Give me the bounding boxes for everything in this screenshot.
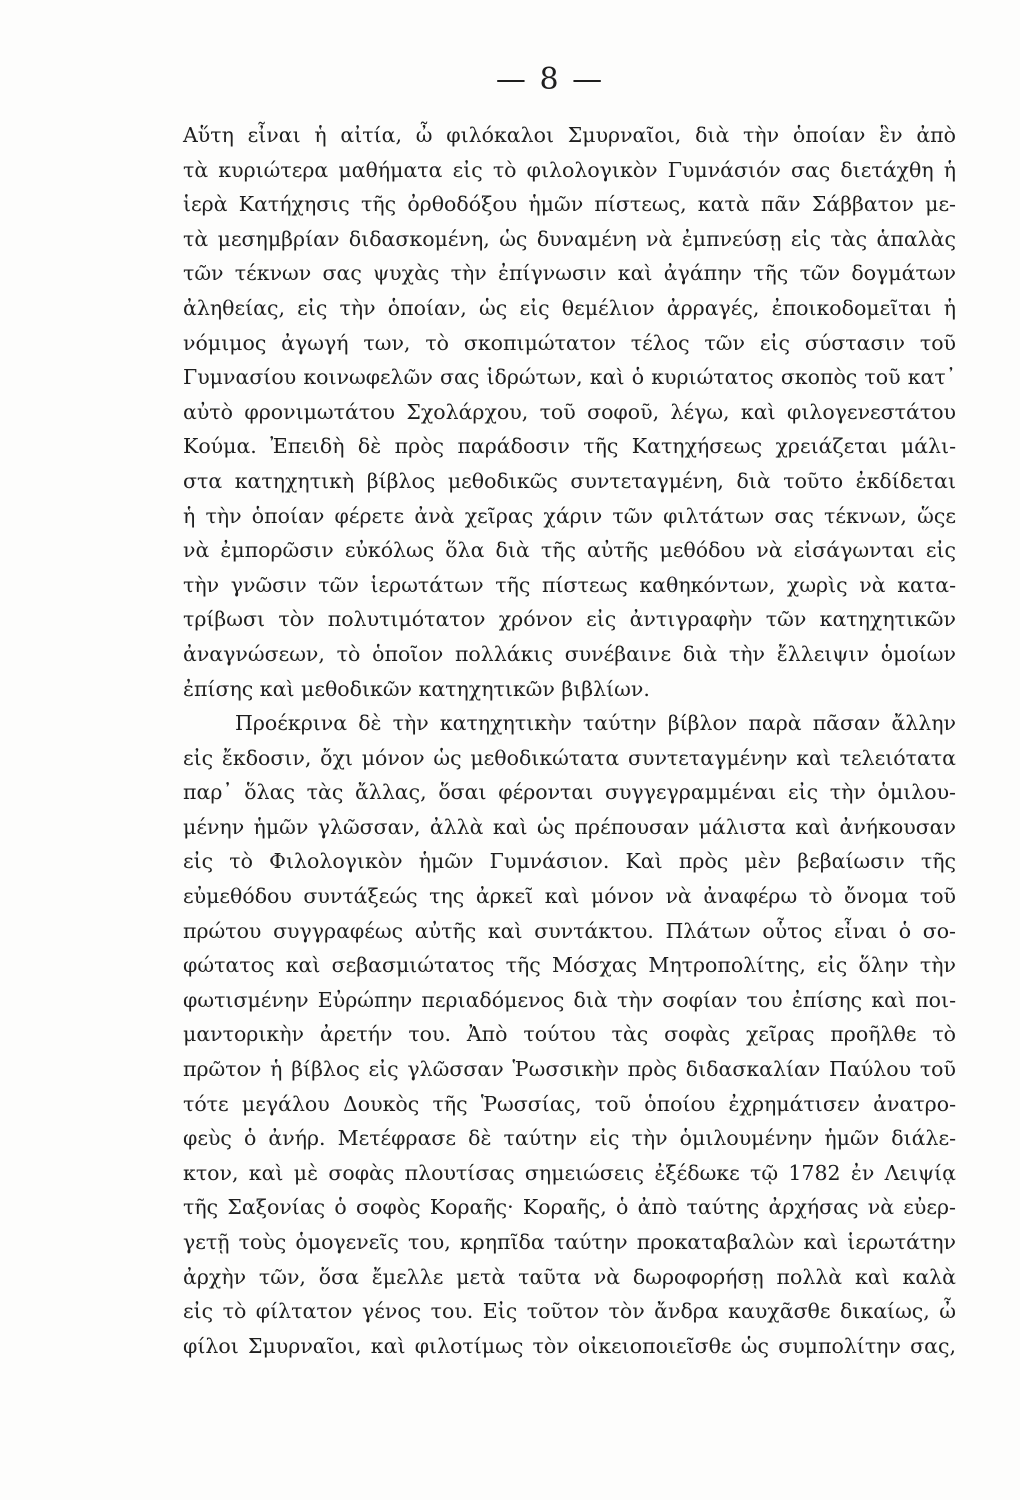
text-line: Γυμνασίου κοινωφελῶν σας ἱδρώτων, καὶ ὁ κυριώτατος σκοπὸς τοῦ κατ᾽ xyxy=(183,365,956,390)
body-text xyxy=(183,118,956,1363)
text-line: ἱερὰ Κατήχησις τῆς ὀρθοδόξου ἡμῶν πίστεως, κατὰ πᾶν Σάββατον με- xyxy=(183,192,956,217)
text-line: τὰ κυριώτερα μαθήματα εἰς τὸ φιλολογικὸν Γυμνάσιόν σας διετάχθη ἡ xyxy=(183,157,956,182)
text-line: ἀναγνώσεων, τὸ ὁποῖον πολλάκις συνέβαινε διὰ τὴν ἔλλειψιν ὁμοίων xyxy=(183,641,956,666)
text-line: Αὕτη εἶναι ἡ αἰτία, ὦ φιλόκαλοι Σμυρναῖοι, διὰ τὴν ὁποίαν ἓν ἀπὸ xyxy=(183,123,956,147)
text-line: πρώτου συγγραφέως αὐτῆς καὶ συντάκτου. Πλάτων οὗτος εἶναι ὁ σο- xyxy=(183,918,956,943)
text-line: νόμιμος ἀγωγή των, τὸ σκοπιμώτατον τέλος τῶν εἰς σύστασιν τοῦ xyxy=(183,330,956,355)
text-line: ἀληθείας, εἰς τὴν ὁποίαν, ὡς εἰς θεμέλιον ἀρραγές, ἐποικοδομεῖται ἡ xyxy=(183,295,956,320)
text-line: Κούμα. Ἐπειδὴ δὲ πρὸς παράδοσιν τῆς Κατηχήσεως χρειάζεται μάλι- xyxy=(183,434,956,459)
text-line: φώτατος καὶ σεβασμιώτατος τῆς Μόσχας Μητροπολίτης, εἰς ὅλην τὴν xyxy=(183,953,956,978)
text-line: μένην ἡμῶν γλῶσσαν, ἀλλὰ καὶ ὡς πρέπουσαν μάλιστα καὶ ἀνήκουσαν xyxy=(183,814,956,839)
text-line: φεὺς ὁ ἀνήρ. Μετέφρασε δὲ ταύτην εἰς τὴν ὁμιλουμένην ἡμῶν διάλε- xyxy=(183,1126,956,1151)
text-line: τὰ μεσημβρίαν διδασκομένη, ὡς δυναμένη νὰ ἐμπνεύσῃ εἰς τὰς ἁπαλὰς xyxy=(183,226,956,251)
text-line: αὐτὸ φρονιμωτάτου Σχολάρχου, τοῦ σοφοῦ, λέγω, καὶ φιλογενεστάτου xyxy=(183,399,956,424)
text-line: πρῶτον ἡ βίβλος εἰς γλῶσσαν Ῥωσσικὴν πρὸς διδασκαλίαν Παύλου τοῦ xyxy=(183,1057,956,1082)
text-line: εἰς τὸ Φιλολογικὸν ἡμῶν Γυμνάσιον. Καὶ πρὸς μὲν βεβαίωσιν τῆς xyxy=(183,849,956,874)
text-line: τῆς Σαξονίας ὁ σοφὸς Κοραῆς· Κοραῆς, ὁ ἀπὸ ταύτης ἀρχήσας νὰ εὐερ- xyxy=(183,1195,956,1220)
text-line: εὐμεθόδου συντάξεώς της ἀρκεῖ καὶ μόνον νὰ ἀναφέρω τὸ ὄνομα τοῦ xyxy=(183,884,956,909)
text-line: ἀρχὴν τῶν, ὅσα ἔμελλε μετὰ ταῦτα νὰ δωροφορήσῃ πολλὰ καὶ καλὰ xyxy=(183,1264,956,1289)
text-line: εἰς τὸ φίλτατον γένος του. Εἰς τοῦτον τὸν ἄνδρα καυχᾶσθε δικαίως, ὦ xyxy=(183,1299,956,1324)
paragraph xyxy=(183,706,956,1363)
text-line: φωτισμένην Εὐρώπην περιαδόμενος διὰ τὴν σοφίαν του ἐπίσης καὶ ποι- xyxy=(183,987,956,1012)
text-line: φίλοι Σμυρναῖοι, καὶ φιλοτίμως τὸν οἰκειοποιεῖσθε ὡς συμπολίτην σας, xyxy=(183,1333,956,1358)
text-line: ἡ τὴν ὁποίαν φέρετε ἀνὰ χεῖρας χάριν τῶν φιλτάτων σας τέκνων, ὥςε xyxy=(183,503,956,528)
text-line: γετῇ τοὺς ὁμογενεῖς του, κρηπῖδα ταύτην προκαταβαλὼν καὶ ἱερωτάτην xyxy=(183,1230,956,1254)
text-line: τῶν τέκνων σας ψυχὰς τὴν ἐπίγνωσιν καὶ ἀγάπην τῆς τῶν δογμάτων xyxy=(183,261,956,286)
text-line: κτον, καὶ μὲ σοφὰς πλουτίσας σημειώσεις ἐξέδωκε τῷ 1782 ἐν Λειψίᾳ xyxy=(183,1160,956,1185)
text-line: τότε μεγάλου Δουκὸς τῆς Ῥωσσίας, τοῦ ὁποίου ἐχρημάτισεν ἀνατρο- xyxy=(183,1091,956,1116)
text-line: τρίβωσι τὸν πολυτιμότατον χρόνον εἰς ἀντιγραφὴν τῶν κατηχητικῶν xyxy=(183,607,956,632)
text-line: στα κατηχητικὴ βίβλος μεθοδικῶς συντεταγμένη, διὰ τοῦτο ἐκδίδεται xyxy=(183,468,956,493)
text-line: εἰς ἔκδοσιν, ὄχι μόνον ὡς μεθοδικώτατα συντεταγμένην καὶ τελειότατα xyxy=(183,745,956,770)
text-line: μαντορικὴν ἀρετήν του. Ἀπὸ τούτου τὰς σοφὰς χεῖρας προῆλθε τὸ xyxy=(183,1022,956,1047)
text-line: παρ᾽ ὅλας τὰς ἄλλας, ὅσαι φέρονται συγγεγραμμέναι εἰς τὴν ὁμιλου- xyxy=(183,780,956,805)
paragraph xyxy=(183,118,956,706)
text-line: τὴν γνῶσιν τῶν ἱερωτάτων τῆς πίστεως καθηκόντων, χωρὶς νὰ κατα- xyxy=(183,572,956,597)
text-line: νὰ ἐμπορῶσιν εὐκόλως ὅλα διὰ τῆς αὐτῆς μεθόδου νὰ εἰσάγωνται εἰς xyxy=(183,538,956,563)
text-line: ἐπίσης καὶ μεθοδικῶν κατηχητικῶν βιβλίων. xyxy=(183,676,650,701)
page-number: — 8 — xyxy=(495,62,605,97)
text-line: Προέκρινα δὲ τὴν κατηχητικὴν ταύτην βίβλον παρὰ πᾶσαν ἄλλην xyxy=(235,711,956,736)
